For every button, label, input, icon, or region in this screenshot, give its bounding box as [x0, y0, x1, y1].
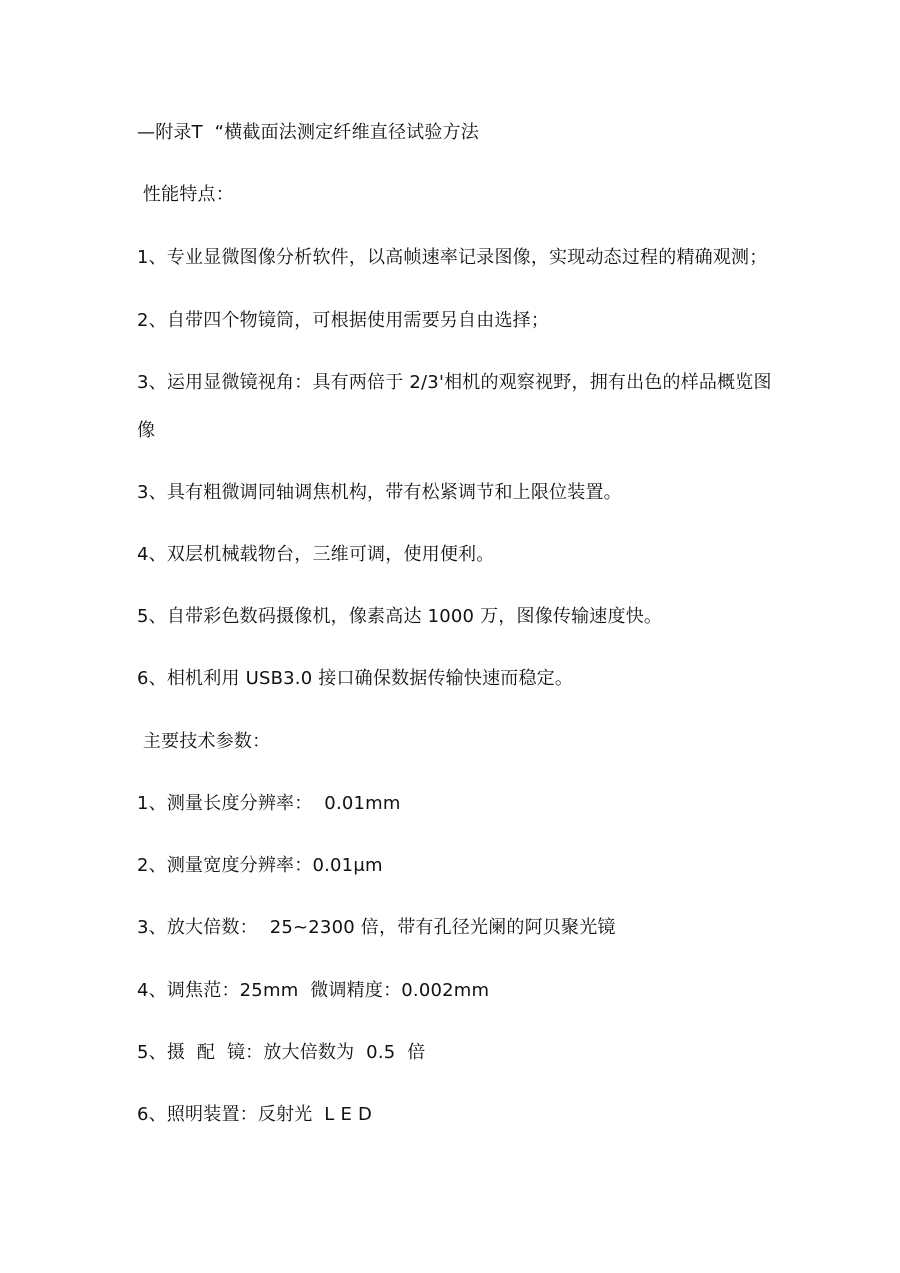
feature-item-2: 2、自带四个物镜筒，可根据使用需要另自由选择； [137, 310, 550, 331]
features-heading: 性能特点： [137, 184, 234, 205]
document-title: —附录T “横截面法测定纤维直径试验方法 [137, 122, 479, 143]
spec-item-4: 4、调焦范：25mm 微调精度：0.002mm [137, 980, 490, 1001]
feature-item-3-continued: 像 [137, 420, 156, 441]
spec-item-5: 5、摄 配 镜：放大倍数为 0.5 倍 [137, 1042, 426, 1063]
feature-item-6: 6、相机利用 USB3.0 接口确保数据传输快速而稳定。 [137, 668, 574, 689]
specs-heading: 主要技术参数： [137, 731, 271, 752]
feature-item-5: 5、自带彩色数码摄像机，像素高达 1000 万，图像传输速度快。 [137, 606, 663, 627]
feature-item-3b: 3、具有粗微调同轴调焦机构，带有松紧调节和上限位装置。 [137, 482, 622, 503]
feature-item-4: 4、双层机械载物台，三维可调，使用便利。 [137, 544, 495, 565]
feature-item-1: 1、专业显微图像分析软件，以高帧速率记录图像，实现动态过程的精确观测； [137, 247, 768, 268]
spec-item-2: 2、测量宽度分辨率：0.01μm [137, 855, 383, 876]
spec-item-1: 1、测量长度分辨率： 0.01mm [137, 793, 401, 814]
feature-item-3: 3、运用显微镜视角：具有两倍于 2/3'相机的观察视野，拥有出色的样品概览图 [137, 372, 772, 393]
spec-item-3: 3、放大倍数： 25~2300 倍，带有孔径光阑的阿贝聚光镜 [137, 917, 616, 938]
spec-item-6: 6、照明装置：反射光 L E D [137, 1104, 372, 1125]
